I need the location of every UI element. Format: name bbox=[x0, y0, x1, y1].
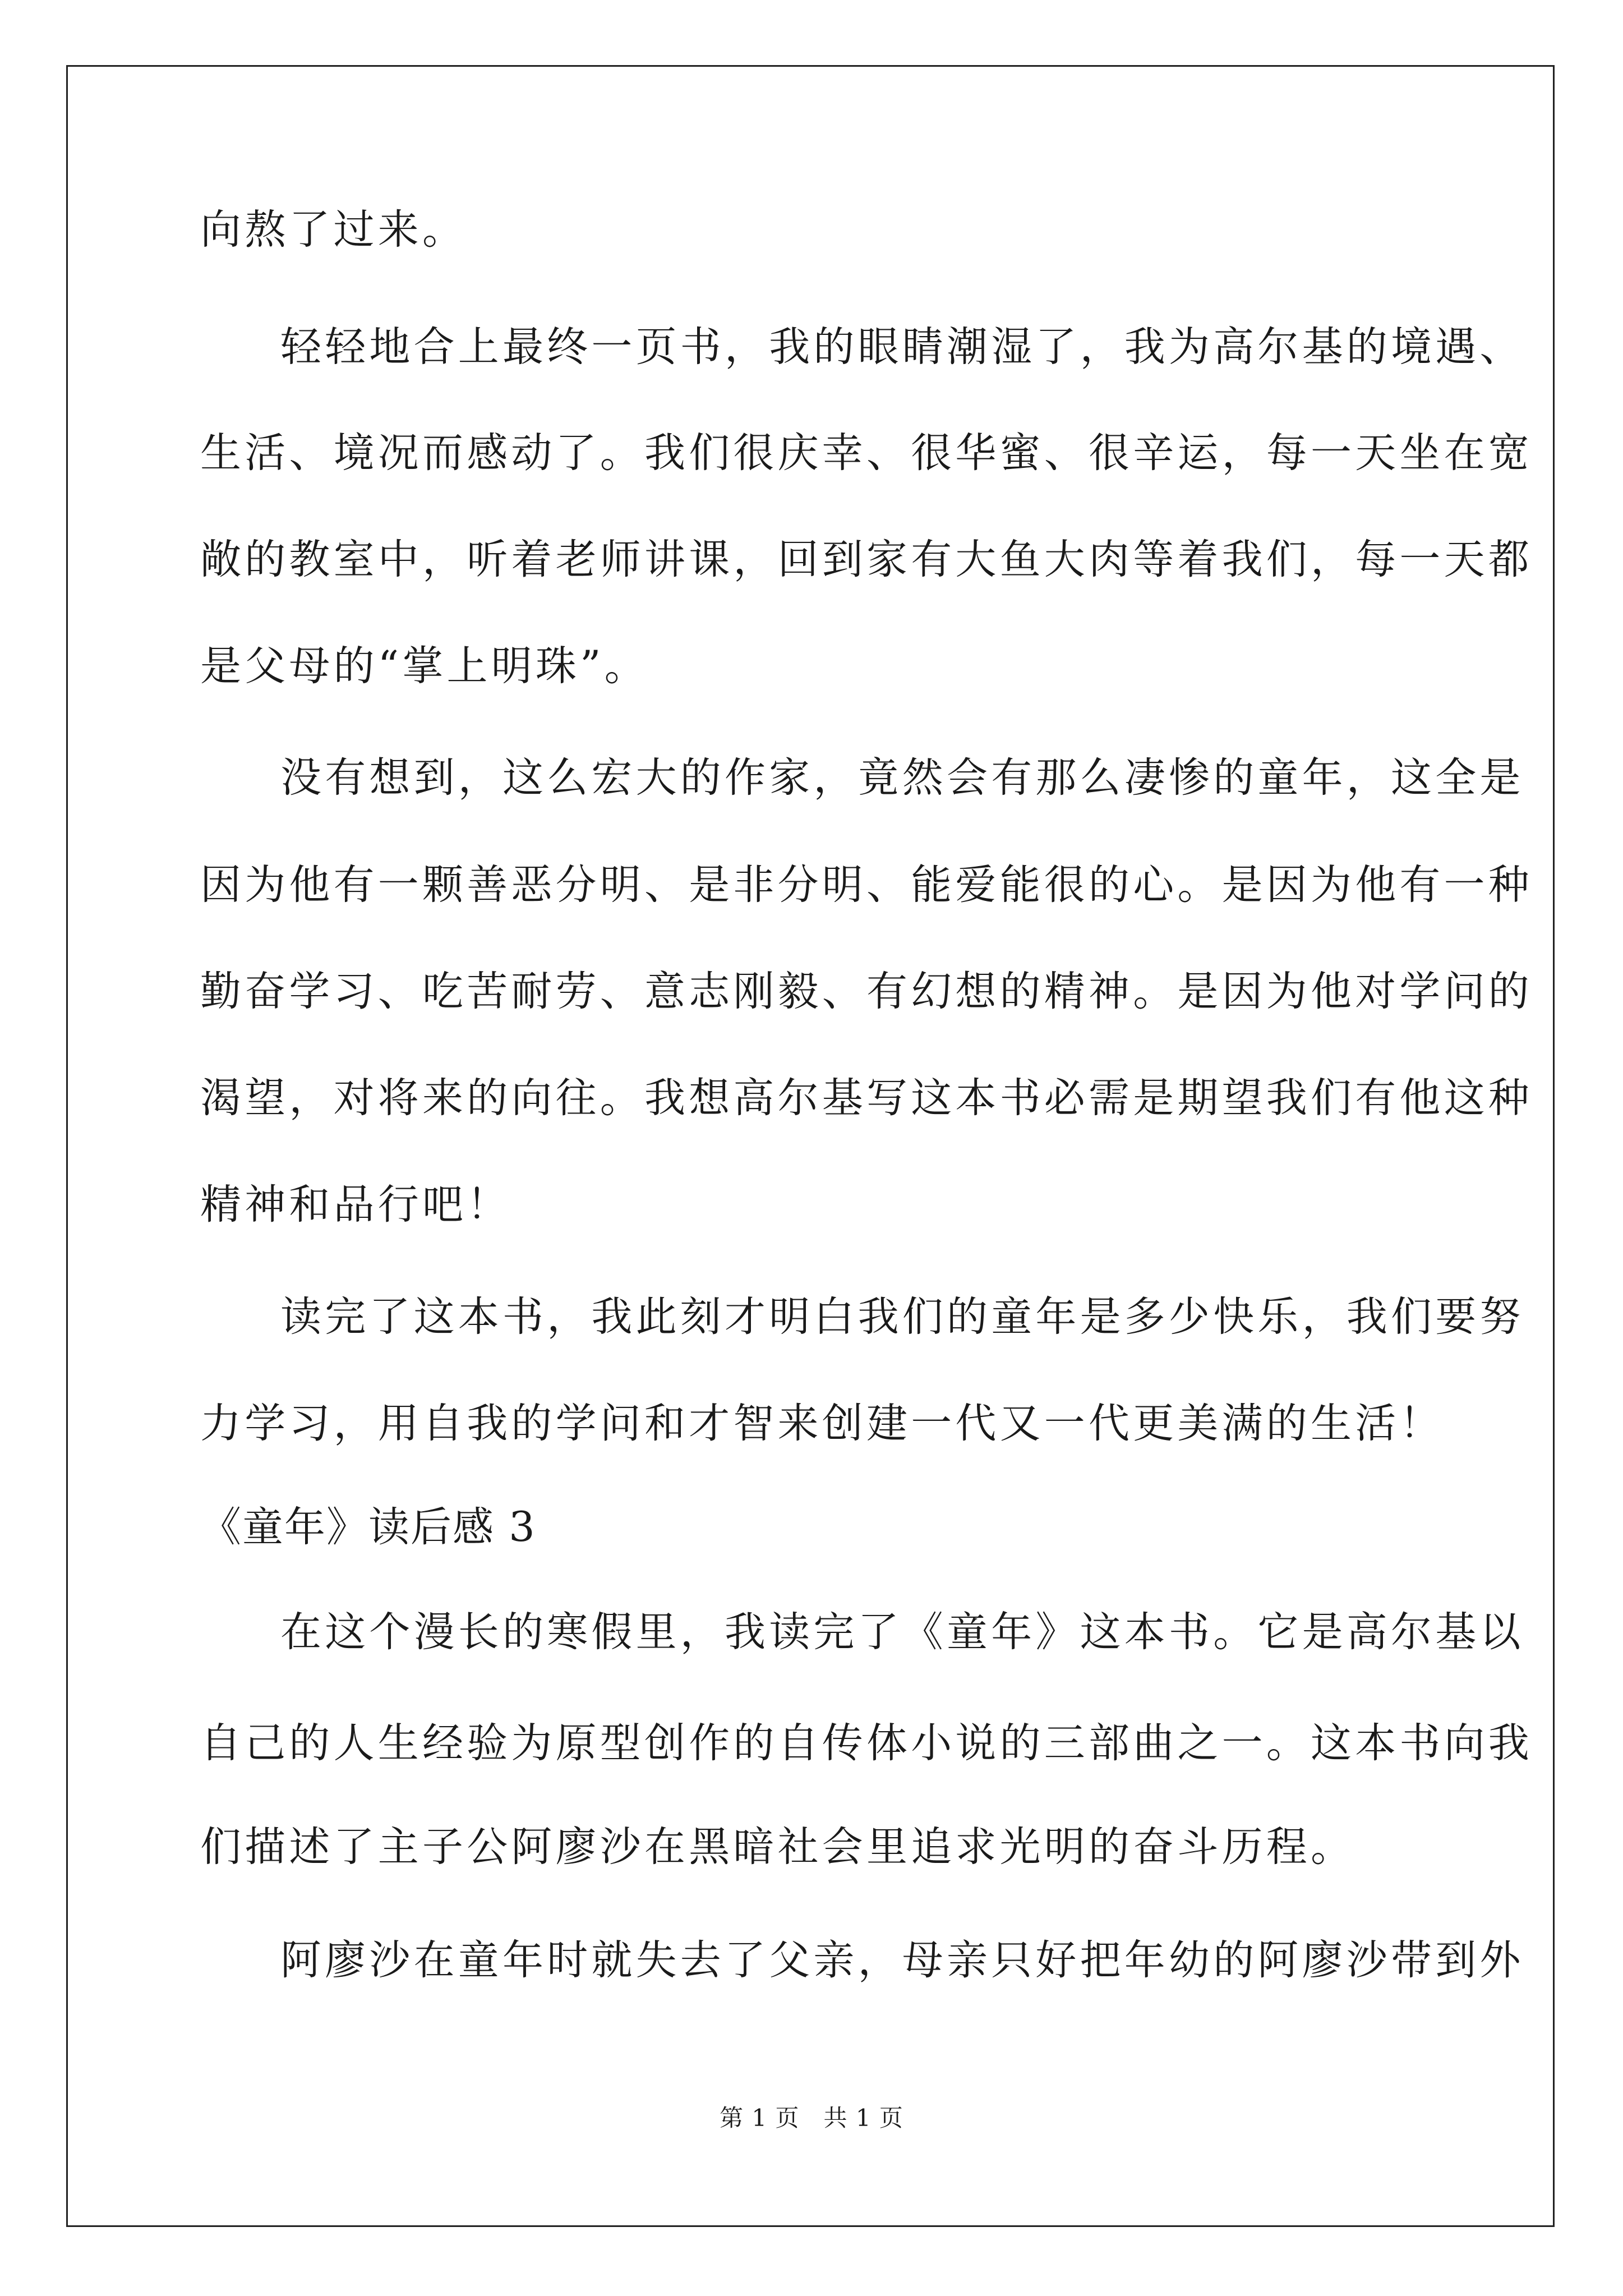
paragraph-start-line: 读完了这本书，我此刻才明白我们的童年是多少快乐，我们要努 bbox=[280, 1293, 1524, 1341]
text-line: 渴望，对将来的向往。我想高尔基写这本书必需是期望我们有他这种 bbox=[200, 1074, 1533, 1122]
section-heading: 《童年》读后感 3 bbox=[200, 1503, 536, 1551]
text-line: 向熬了过来。 bbox=[200, 206, 467, 254]
text-line: 生活、境况而感动了。我们很庆幸、很华蜜、很辛运，每一天坐在宽 bbox=[200, 429, 1533, 477]
paragraph-start-line: 轻轻地合上最终一页书，我的眼睛潮湿了，我为高尔基的境遇、 bbox=[280, 323, 1524, 371]
text-line: 敞的教室中，听着老师讲课，回到家有大鱼大肉等着我们，每一天都 bbox=[200, 536, 1533, 583]
paragraph-start-line: 阿廖沙在童年时就失去了父亲，母亲只好把年幼的阿廖沙带到外 bbox=[280, 1936, 1524, 1984]
paragraph-start-line: 在这个漫长的寒假里，我读完了《童年》这本书。它是高尔基以 bbox=[280, 1608, 1524, 1656]
text-line: 是父母的“掌上明珠”。 bbox=[200, 642, 649, 690]
text-line: 精神和品行吧！ bbox=[200, 1181, 511, 1228]
text-line: 自己的人生经验为原型创作的自传体小说的三部曲之一。这本书向我 bbox=[200, 1719, 1533, 1767]
text-line: 们描述了主子公阿廖沙在黑暗社会里追求光明的奋斗历程。 bbox=[200, 1823, 1355, 1871]
text-line: 勤奋学习、吃苦耐劳、意志刚毅、有幻想的精神。是因为他对学问的 bbox=[200, 968, 1533, 1015]
text-line: 因为他有一颗善恶分明、是非分明、能爱能很的心。是因为他有一种 bbox=[200, 861, 1533, 909]
paragraph-start-line: 没有想到，这么宏大的作家，竟然会有那么凄惨的童年，这全是 bbox=[280, 754, 1524, 802]
page-footer: 第 1 页 共 1 页 bbox=[720, 2104, 903, 2132]
text-line: 力学习，用自我的学问和才智来创建一代又一代更美满的生活！ bbox=[200, 1400, 1444, 1447]
page-border bbox=[66, 65, 1555, 2227]
